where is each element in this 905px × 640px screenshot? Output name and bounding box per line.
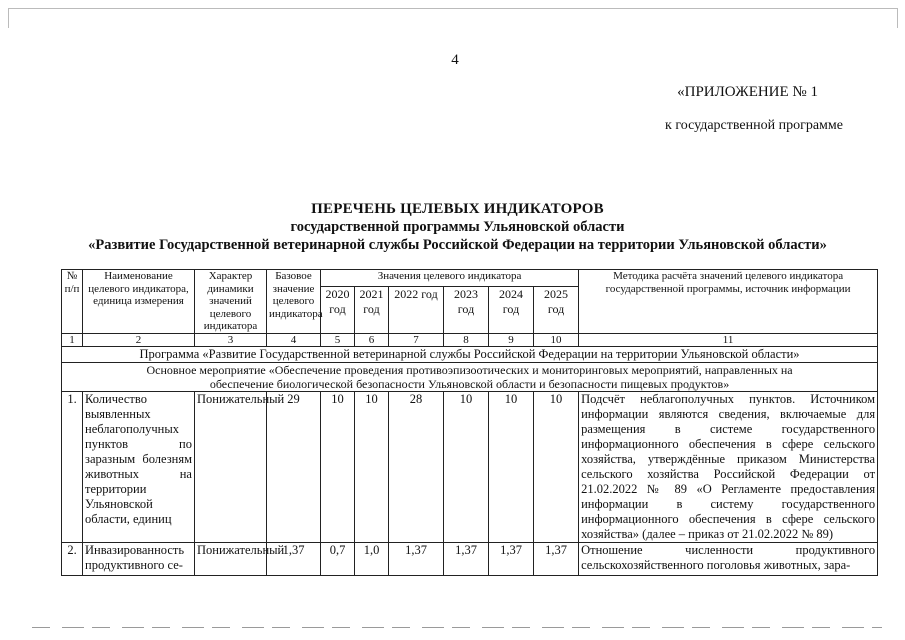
page-border — [8, 8, 9, 28]
row-num: 2. — [62, 542, 83, 575]
header-method: Методика расчёта значений целевого индикатора государственной программы, источник информации — [579, 270, 878, 334]
column-number: 8 — [444, 333, 489, 346]
page-bottom-margin — [0, 600, 905, 640]
header-year: 2021 год — [355, 286, 389, 333]
header-base: Базовое значение целевого индикатора — [267, 270, 321, 334]
event-title: Основное мероприятие «Обеспечение проведения противоэпизоотических и мониторинговых мероприятий, направленных на обеспечение биологической безопасности Ульяновской области и безопасности пищевых продуктов» — [62, 362, 878, 391]
row-value: 1,37 — [534, 542, 579, 575]
row-character: Понижательный — [195, 391, 267, 542]
column-number: 3 — [195, 333, 267, 346]
header-name: Наименование целевого индикатора, единица измерения — [83, 270, 195, 334]
row-value: 10 — [321, 391, 355, 542]
row-value: 0,7 — [321, 542, 355, 575]
event-row — [62, 362, 878, 391]
row-value: 28 — [389, 391, 444, 542]
row-value: 1,37 — [444, 542, 489, 575]
row-base: 29 — [267, 391, 321, 542]
scan-artifact-line — [32, 627, 882, 628]
table-row — [62, 542, 878, 575]
header-character: Характер динамики значений целевого индикатора — [195, 270, 267, 334]
column-number: 2 — [83, 333, 195, 346]
row-value: 10 — [534, 391, 579, 542]
row-method: Подсчёт неблагополучных пунктов. Источником информации являются сведения, включаемые для размещения в системе государственного информационного обеспечения в сфере сельского хозяйства, утверждённые приказом Министерства сельского хозяйства Российской Федерации от 21.02.2022 № 89 «О Регламенте предоставления информации в систему государственного информационного обеспечения в сфере сельского хозяйства» (далее – приказ от 21.02.2022 № 89) — [579, 391, 878, 542]
row-value: 1,37 — [489, 542, 534, 575]
header-year: 2023 год — [444, 286, 489, 333]
header-year: 2020 год — [321, 286, 355, 333]
column-numbers-row — [62, 333, 878, 346]
header-year: 2022 год — [389, 286, 444, 333]
table-header-row — [62, 270, 878, 287]
appendix-subtitle: к государственной программе — [665, 118, 843, 133]
column-number: 1 — [62, 333, 83, 346]
page-border — [897, 8, 898, 28]
header-year: 2024 год — [489, 286, 534, 333]
row-value: 1,0 — [355, 542, 389, 575]
program-title: Программа «Развитие Государственной ветеринарной службы Российской Федерации на территории Ульяновской области» — [62, 346, 878, 362]
row-name: Инвазированность продуктивного се- — [83, 542, 195, 575]
indicators-table — [61, 269, 878, 576]
column-number: 7 — [389, 333, 444, 346]
heading-line-2: государственной программы Ульяновской области — [290, 219, 625, 235]
header-values-group: Значения целевого индикатора — [321, 270, 579, 287]
column-number: 4 — [267, 333, 321, 346]
row-character: Понижательный — [195, 542, 267, 575]
row-value: 10 — [444, 391, 489, 542]
column-number: 5 — [321, 333, 355, 346]
row-value: 10 — [489, 391, 534, 542]
page-border — [8, 8, 898, 9]
column-number: 6 — [355, 333, 389, 346]
page-number: 4 — [451, 52, 459, 68]
header-num: № п/п — [62, 270, 83, 334]
row-base: 1,37 — [267, 542, 321, 575]
column-number: 10 — [534, 333, 579, 346]
heading-line-1: ПЕРЕЧЕНЬ ЦЕЛЕВЫХ ИНДИКАТОРОВ — [311, 201, 604, 217]
heading-line-3: «Развитие Государственной ветеринарной службы Российской Федерации на территории Ульяновской области» — [88, 237, 827, 253]
appendix-title: «ПРИЛОЖЕНИЕ № 1 — [677, 84, 818, 100]
row-method: Отношение численности продуктивного сельскохозяйственного поголовья животных, зара- — [579, 542, 878, 575]
document-heading — [40, 201, 875, 254]
table-row — [62, 391, 878, 542]
column-number: 9 — [489, 333, 534, 346]
row-num: 1. — [62, 391, 83, 542]
program-row — [62, 346, 878, 362]
row-value: 1,37 — [389, 542, 444, 575]
row-name: Количество выявленных неблагополучных пунктов по заразным болезням животных на территории Ульяновской области, единиц — [83, 391, 195, 542]
row-value: 10 — [355, 391, 389, 542]
header-year: 2025 год — [534, 286, 579, 333]
column-number: 11 — [579, 333, 878, 346]
